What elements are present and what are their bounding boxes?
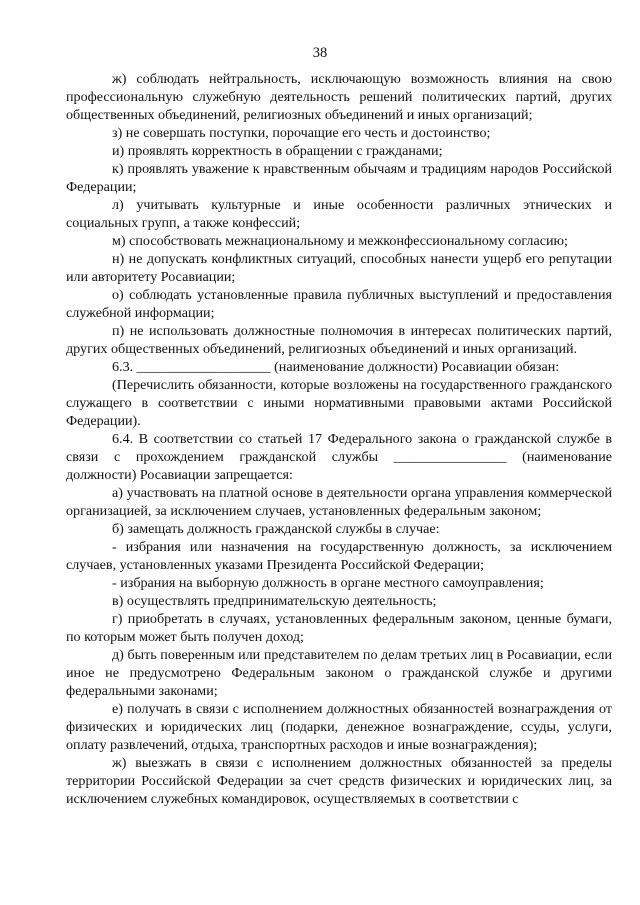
paragraph: 6.3. ___________________ (наименование должности) Росавиации обязан: — [112, 359, 560, 375]
paragraph: в) осуществлять предпринимательскую деятельность; — [112, 593, 437, 609]
paragraph: п) не использовать должностные полномочия в интересах политических партий, других общественных объединений, религиозных объединений и иных организаций. — [66, 323, 612, 357]
paragraph: ж) выезжать в связи с исполнением должностных обязанностей за пределы территории Российской Федерации за счет средств физических и юридических лиц, за исключением служебных командировок, осуществляемых в соответствии с — [66, 755, 612, 807]
paragraph: е) получать в связи с исполнением должностных обязанностей вознаграждения от физических и юридических лиц (подарки, денежное вознаграждение, ссуды, услуги, оплату развлечений, отдыха, транспортных расходов и иные вознаграждения); — [66, 701, 612, 753]
paragraph: - избрания или назначения на государственную должность, за исключением случаев, установленных указами Президента Российской Федерации; — [66, 539, 612, 573]
paragraph: к) проявлять уважение к нравственным обычаям и традициям народов Российской Федерации; — [66, 161, 612, 195]
paragraph: а) участвовать на платной основе в деятельности органа управления коммерческой организацией, за исключением случаев, установленных федеральным законом; — [66, 485, 612, 519]
paragraph: о) соблюдать установленные правила публичных выступлений и предоставления служебной информации; — [66, 287, 612, 321]
paragraph: л) учитывать культурные и иные особенности различных этнических и социальных групп, а также конфессий; — [66, 197, 612, 231]
document-body — [66, 70, 612, 808]
paragraph: - избрания на выборную должность в органе местного самоуправления; — [112, 575, 544, 591]
paragraph: и) проявлять корректность в обращении с гражданами; — [112, 143, 443, 159]
paragraph: 6.4. В соответствии со статьей 17 Федерального закона о гражданской службе в связи с прохождением гражданской службы ________________ (наименование должности) Росавиации запрещается: — [66, 431, 612, 483]
paragraph: (Перечислить обязанности, которые возложены на государственного гражданского служащего в соответствии с иными нормативными правовыми актами Российской Федерации). — [66, 377, 612, 429]
paragraph: ж) соблюдать нейтральность, исключающую возможность влияния на свою профессиональную служебную деятельность решений политических партий, других общественных объединений, религиозных объединений и иных организаций; — [66, 71, 612, 123]
paragraph: м) способствовать межнациональному и межконфессиональному согласию; — [112, 233, 568, 249]
paragraph: з) не совершать поступки, порочащие его честь и достоинство; — [112, 125, 491, 141]
paragraph: г) приобретать в случаях, установленных федеральным законом, ценные бумаги, по которым может быть получен доход; — [66, 611, 612, 645]
paragraph: н) не допускать конфликтных ситуаций, способных нанести ущерб его репутации или авторитету Росавиации; — [66, 251, 612, 285]
paragraph: д) быть поверенным или представителем по делам третьих лиц в Росавиации, если иное не предусмотрено Федеральным законом о гражданской службе и другими федеральными законами; — [66, 647, 612, 699]
page-number: 38 — [312, 45, 328, 61]
paragraph: б) замещать должность гражданской службы в случае: — [112, 521, 440, 537]
